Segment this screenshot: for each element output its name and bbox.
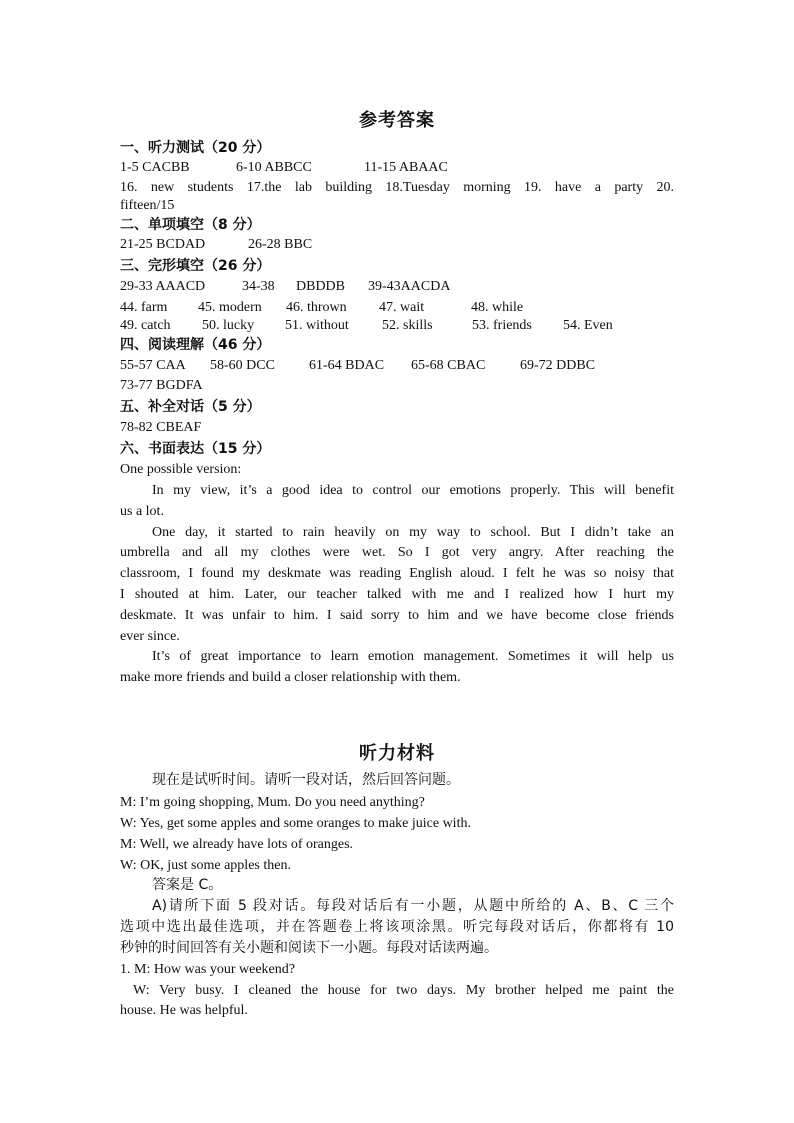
- dialog-line: M: I’m going shopping, Mum. Do you need anything?: [120, 795, 425, 810]
- essay-intro: One possible version:: [120, 462, 242, 477]
- question-line: house. He was helpful.: [120, 1003, 248, 1018]
- instruction-line: 选项中选出最佳选项，并在答题卷上将该项涂黑。听完每段对话后，你都将有 10: [120, 919, 674, 935]
- answer-group: 61-64 BDAC: [309, 358, 385, 373]
- section-2-heading: 二、单项填空（8 分）: [120, 217, 261, 233]
- answer-item: 46. thrown: [286, 300, 347, 315]
- dialog-line: W: Yes, get some apples and some oranges to make juice with.: [120, 816, 471, 831]
- answer-item: 50. lucky: [202, 318, 255, 333]
- answer-row: [120, 236, 674, 254]
- essay-line: us a lot.: [120, 504, 164, 519]
- answer-group: 21-25 BCDAD: [120, 237, 206, 252]
- answer-group: DBDDB: [296, 279, 346, 294]
- section-1-heading: 一、听力测试（20 分）: [120, 140, 271, 156]
- dialog-line: M: Well, we already have lots of oranges.: [120, 837, 354, 852]
- sample-answer: 答案是 C。: [152, 877, 223, 893]
- answer-row: [120, 357, 674, 375]
- answer-group: 55-57 CAA: [120, 358, 186, 373]
- answer-item: 48. while: [471, 300, 524, 315]
- section-4-heading: 四、阅读理解（46 分）: [120, 337, 271, 353]
- answer-item: 47. wait: [379, 300, 425, 315]
- question-line: 1. M: How was your weekend?: [120, 962, 295, 977]
- listening-intro: 现在是试听时间。请听一段对话，然后回答问题。: [152, 772, 460, 788]
- essay-line: make more friends and build a closer relationship with them.: [120, 670, 461, 685]
- answer-item: 54. Even: [563, 318, 613, 333]
- dialog-line: W: OK, just some apples then.: [120, 858, 291, 873]
- answer-group: 26-28 BBC: [248, 237, 313, 252]
- question-line: W: Very busy. I cleaned the house for two days. My brother helped me paint the: [133, 983, 674, 998]
- answer-group: 6-10 ABBCC: [236, 160, 312, 175]
- answer-item: 51. without: [285, 318, 349, 333]
- answer-row: [120, 317, 674, 335]
- answer-item: 53. friends: [472, 318, 532, 333]
- answer-row: fifteen/15: [120, 198, 175, 213]
- section-6-heading: 六、书面表达（15 分）: [120, 441, 271, 457]
- essay-line: umbrella and all my clothes were wet. So I got very angry. After reaching the: [120, 545, 674, 560]
- instruction-line: A)请所下面 5 段对话。每段对话后有一小题，从题中所给的 A、B、C 三个: [152, 898, 674, 914]
- answer-item: 49. catch: [120, 318, 171, 333]
- essay-line: In my view, it’s a good idea to control our emotions properly. This will benefit: [152, 483, 674, 498]
- instruction-line: 秒钟的时间回答有关小题和阅读下一小题。每段对话读两遍。: [120, 940, 498, 956]
- essay-line: One day, it started to rain heavily on my way to school. But I didn’t take an: [152, 525, 674, 540]
- answer-row: 16. new students 17.the lab building 18.Tuesday morning 19. have a party 20.: [120, 180, 674, 195]
- section-3-heading: 三、完形填空（26 分）: [120, 258, 271, 274]
- essay-line: ever since.: [120, 629, 180, 644]
- answer-row: 73-77 BGDFA: [120, 378, 203, 393]
- answer-group: 29-33 AAACD: [120, 279, 206, 294]
- essay-line: deskmate. It was unfair to him. I said sorry to him and we have become close friends: [120, 608, 674, 623]
- answer-group: 69-72 DDBC: [520, 358, 596, 373]
- answer-row: [120, 159, 674, 177]
- answer-group: 34-38: [242, 279, 275, 294]
- answer-group: 39-43AACDA: [368, 279, 451, 294]
- answer-item: 52. skills: [382, 318, 433, 333]
- section-5-heading: 五、补全对话（5 分）: [120, 399, 261, 415]
- answer-group: 1-5 CACBB: [120, 160, 190, 175]
- answer-item: 45. modern: [198, 300, 262, 315]
- answer-row: 78-82 CBEAF: [120, 420, 202, 435]
- answer-group: 11-15 ABAAC: [364, 160, 448, 175]
- essay-line: classroom, I found my deskmate was reading English aloud. I felt he was so noisy that: [120, 566, 674, 581]
- answer-row: [120, 299, 674, 317]
- essay-line: It’s of great importance to learn emotion management. Sometimes it will help us: [152, 649, 674, 664]
- answer-item: 44. farm: [120, 300, 168, 315]
- answers-title: 参考答案: [359, 110, 435, 131]
- essay-line: I shouted at him. Later, our teacher talked with me and I realized how I hurt my: [120, 587, 674, 602]
- answer-group: 65-68 CBAC: [411, 358, 486, 373]
- answer-row: [120, 278, 674, 296]
- listening-title: 听力材料: [359, 743, 435, 764]
- answer-group: 58-60 DCC: [210, 358, 275, 373]
